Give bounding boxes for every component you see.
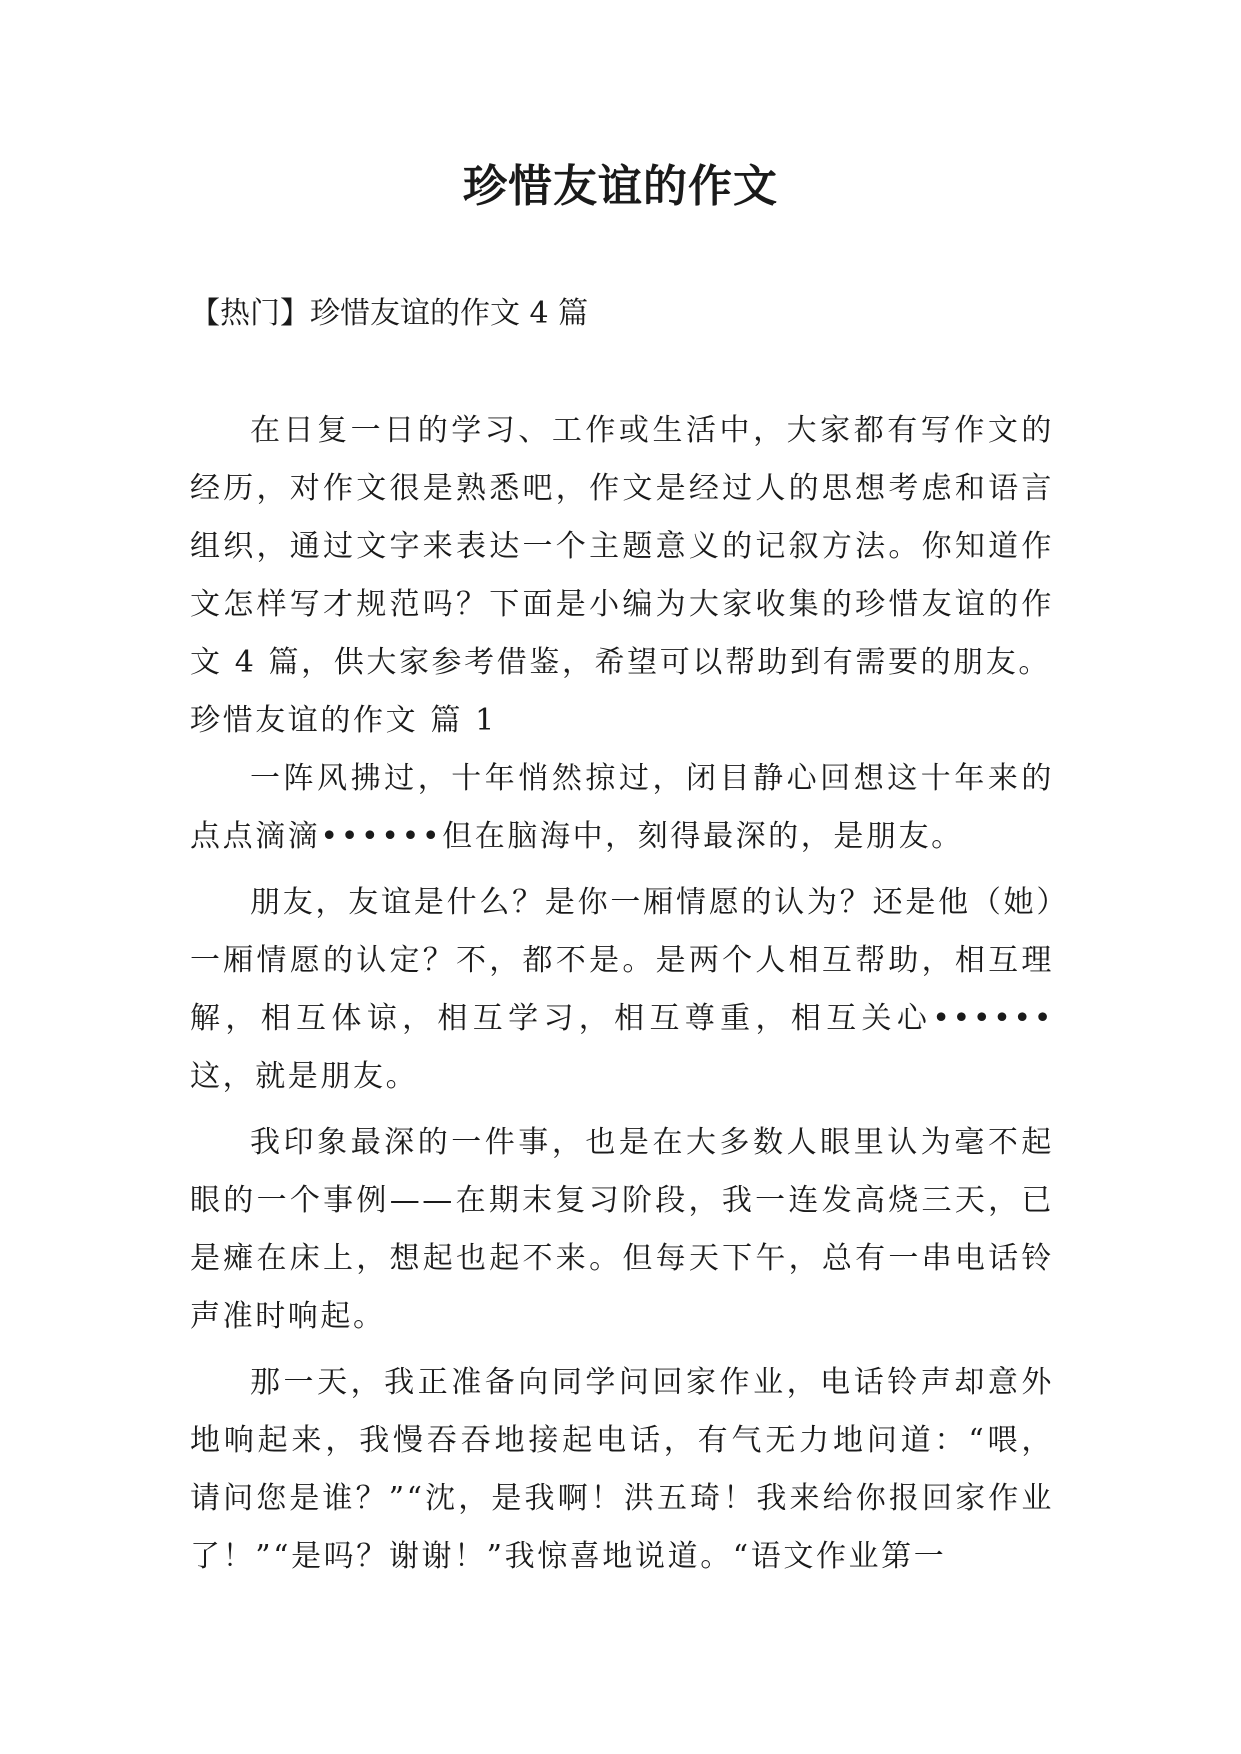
document-subtitle: 【热门】珍惜友谊的作文 4 篇 [190, 296, 589, 331]
body-paragraph: 那一天，我正准备向同学问回家作业，电话铃声却意外地响起来，我慢吞吞地接起电话，有气无力地问道：“喂，请问您是谁？”“沈，是我啊！洪五琦！我来给你报回家作业了！”“是吗？谢谢！”我惊喜地说道。“语文作业第一 [190, 1365, 1054, 1574]
body-paragraph: 朋友，友谊是什么？是你一厢情愿的认为？还是他（她）一厢情愿的认定？不，都不是。是两个人相互帮助，相互理解，相互体谅，相互学习，相互尊重，相互关心••••••这，就是朋友。 [190, 885, 1054, 1094]
intro-paragraph: 在日复一日的学习、工作或生活中，大家都有写作文的经历，对作文很是熟悉吧，作文是经过人的思想考虑和语言组织，通过文字来表达一个主题意义的记叙方法。你知道作文怎样写才规范吗？下面是小编为大家收集的珍惜友谊的作文 4 篇，供大家参考借鉴，希望可以帮助到有需要的朋友。 [190, 413, 1054, 680]
body-paragraph: 我印象最深的一件事，也是在大多数人眼里认为毫不起眼的一个事例——在期末复习阶段，我一连发高烧三天，已是瘫在床上，想起也起不来。但每天下午，总有一串电话铃声准时响起。 [190, 1125, 1054, 1334]
body-paragraph: 一阵风拂过，十年悄然掠过，闭目静心回想这十年来的点点滴滴••••••但在脑海中，刻得最深的，是朋友。 [190, 761, 1054, 854]
section-heading: 珍惜友谊的作文 篇 1 [190, 703, 497, 738]
document-title: 珍惜友谊的作文 [463, 161, 778, 212]
document-body [190, 402, 1054, 1586]
